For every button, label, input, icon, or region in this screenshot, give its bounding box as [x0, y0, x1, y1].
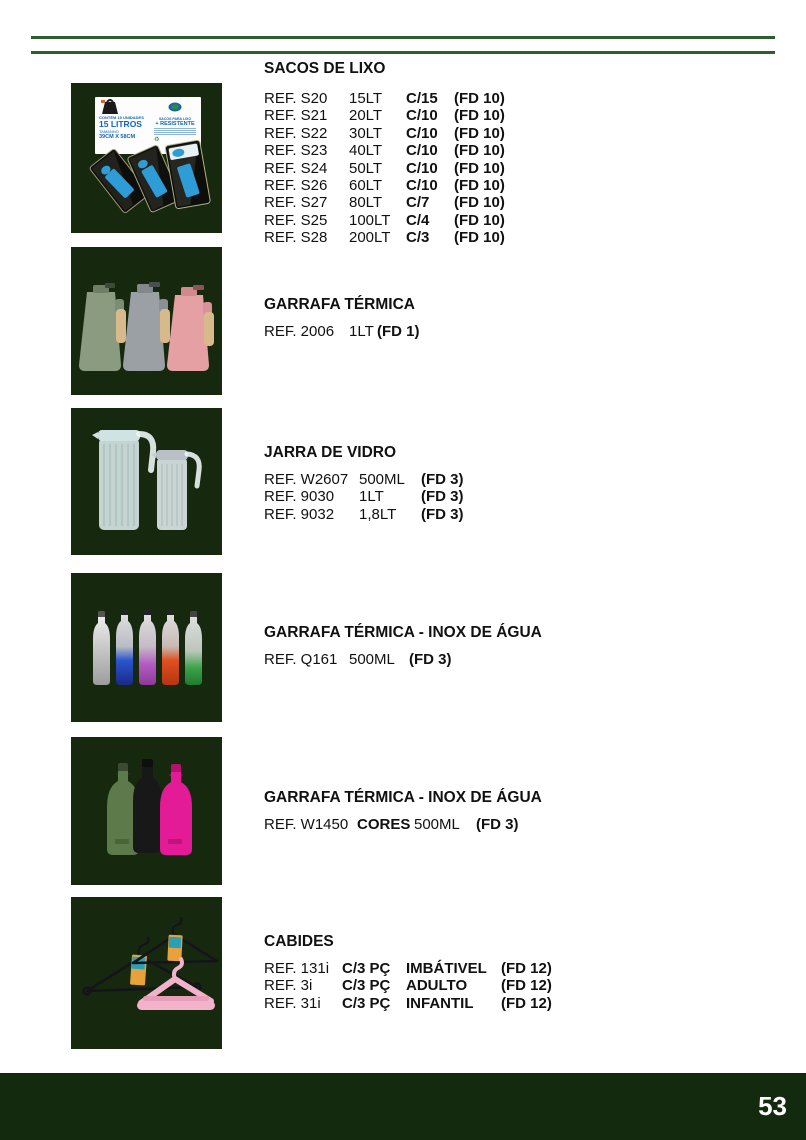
product-size: 15LT: [349, 90, 383, 107]
product-pack: C/3 PÇ: [342, 977, 391, 995]
product-fd: (FD 10): [454, 124, 505, 142]
product-ref: REF. S22: [264, 124, 328, 142]
product-type: ADULTO: [406, 977, 468, 995]
table-row: [264, 229, 684, 246]
product-fd: (FD 10): [454, 229, 505, 247]
product-ref: REF. S20: [264, 90, 328, 107]
product-photo-garrafa-inox-cores: [71, 737, 222, 885]
section-cabides: [264, 934, 684, 1012]
product-photo-cabides: [71, 897, 222, 1049]
product-size: 30LT: [349, 124, 383, 142]
product-fd: (FD 10): [454, 177, 505, 195]
section-sacos-de-lixo: [264, 61, 684, 247]
trash-label-liters: 15 LITROS: [99, 119, 142, 129]
jug-green: [79, 283, 126, 371]
table-row: [264, 977, 684, 994]
jug-pink: [167, 285, 214, 371]
product-size: 500ML: [359, 471, 405, 488]
product-size: 1LT: [349, 323, 374, 340]
product-ref: REF. 9030: [264, 488, 335, 506]
product-fd: (FD 12): [501, 994, 552, 1012]
product-fd: (FD 3): [421, 471, 464, 488]
bottle-green: [185, 611, 202, 685]
pitcher-small: [151, 450, 199, 530]
section-garrafa-inox-agua-2: [264, 790, 684, 833]
product-fd: (FD 3): [409, 651, 452, 668]
product-pack: C/4: [406, 211, 430, 229]
trash-label-dimensions: 39CM X 58CM: [99, 134, 136, 140]
table-row: [264, 212, 684, 229]
product-size: 1LT: [359, 488, 384, 506]
page-number: 53: [758, 1091, 787, 1121]
bottle-orange: [162, 609, 179, 685]
product-size: 200LT: [349, 229, 391, 247]
product-ref: REF. S23: [264, 142, 328, 160]
section-title: CABIDES: [264, 933, 334, 950]
product-size: 80LT: [349, 194, 383, 212]
product-pack: C/3 PÇ: [342, 994, 391, 1012]
product-ref: REF. S27: [264, 194, 328, 212]
section-garrafa-termica: [264, 297, 684, 340]
product-ref: REF. 2006: [264, 323, 335, 340]
product-ref: REF. S25: [264, 211, 328, 229]
trash-bag-icon: [99, 99, 121, 115]
table-row: [264, 142, 684, 159]
product-photo-garrafa-termica: [71, 247, 222, 395]
product-pack: C/10: [406, 159, 438, 177]
thermal-jugs-illustration: [71, 247, 222, 395]
product-fd: (FD 1): [377, 323, 420, 340]
product-size: 500ML: [414, 816, 460, 833]
product-fd: (FD 3): [421, 505, 464, 523]
product-size: 50LT: [349, 159, 383, 177]
steel-bottles-illustration: [71, 573, 222, 722]
product-fd: (FD 10): [454, 159, 505, 177]
table-row: [264, 90, 684, 107]
table-row: [264, 323, 684, 340]
table-row: [264, 960, 684, 977]
product-ref: REF. S24: [264, 159, 328, 177]
product-variant: CORES: [357, 816, 411, 833]
product-pack: C/15: [406, 90, 438, 107]
product-size: 20LT: [349, 107, 383, 125]
globe-icon: [168, 102, 182, 112]
table-row: [264, 177, 684, 194]
section-title: SACOS DE LIXO: [264, 60, 386, 77]
product-ref: REF. S21: [264, 107, 328, 125]
product-fd: (FD 10): [454, 107, 505, 125]
table-row: [264, 651, 684, 668]
table-row: [264, 506, 684, 523]
table-row: [264, 471, 684, 488]
product-size: 500ML: [349, 651, 395, 668]
product-pack: C/10: [406, 124, 438, 142]
hangers-illustration: [71, 897, 222, 1049]
table-row: [264, 816, 684, 833]
product-ref: REF. S26: [264, 177, 328, 195]
product-photo-garrafa-inox-gradiente: [71, 573, 222, 722]
bottle-pink: [160, 764, 192, 855]
table-row: [264, 488, 684, 505]
bottle-purple: [139, 609, 156, 685]
hanger-pink: [137, 959, 215, 1010]
section-title: JARRA DE VIDRO: [264, 444, 397, 461]
hanger-label-right-top: [169, 937, 182, 949]
section-title: GARRAFA TÉRMICA - INOX DE ÁGUA: [264, 624, 542, 641]
bottle-black: [133, 759, 162, 853]
table-row: [264, 194, 684, 211]
matte-bottles-illustration: [71, 737, 222, 885]
header-rule-top: [31, 36, 775, 39]
product-fd: (FD 12): [501, 977, 552, 995]
product-fd: (FD 10): [454, 194, 505, 212]
table-row: [264, 125, 684, 142]
product-pack: C/3 PÇ: [342, 960, 391, 977]
product-size: 40LT: [349, 142, 383, 160]
table-row: [264, 995, 684, 1012]
product-ref: REF. S28: [264, 229, 328, 247]
product-pack: C/3: [406, 229, 430, 247]
product-ref: REF. 131i: [264, 960, 330, 977]
product-ref: REF. 31i: [264, 994, 321, 1012]
trash-label-contains: CONTÉM 15 UNIDADES: [99, 115, 144, 120]
product-ref: REF. W1450: [264, 816, 349, 833]
table-row: [264, 160, 684, 177]
footer-bar: [0, 1073, 806, 1140]
trash-label-fineprint: [151, 128, 199, 135]
product-size: 1,8LT: [359, 505, 397, 523]
product-photo-sacos-de-lixo: [71, 83, 222, 233]
product-size: 60LT: [349, 177, 383, 195]
pitcher-large: [92, 430, 153, 530]
trash-label-size: TAMANHO: [99, 129, 119, 134]
product-size: 100LT: [349, 211, 391, 229]
section-title: GARRAFA TÉRMICA: [264, 296, 415, 313]
product-type: INFANTIL: [406, 994, 474, 1012]
section-garrafa-inox-agua-1: [264, 625, 684, 668]
product-photo-jarra-de-vidro: [71, 408, 222, 555]
product-fd: (FD 10): [454, 90, 505, 107]
product-fd: (FD 10): [454, 211, 505, 229]
bottle-blue: [116, 609, 133, 685]
product-pack: C/10: [406, 107, 438, 125]
product-fd: (FD 3): [476, 816, 519, 833]
jug-gray: [123, 282, 170, 371]
product-pack: C/10: [406, 177, 438, 195]
section-jarra-de-vidro: [264, 445, 684, 523]
product-fd: (FD 3): [421, 488, 464, 506]
trash-label-feature: + RESISTENTE: [155, 121, 195, 127]
trash-bag-packages: [71, 138, 222, 233]
product-ref: REF. Q161: [264, 651, 338, 668]
product-pack: C/10: [406, 142, 438, 160]
product-fd: (FD 10): [454, 142, 505, 160]
product-type: IMBÁTIVEL: [406, 960, 487, 977]
product-ref: REF. W2607: [264, 471, 349, 488]
product-ref: REF. 9032: [264, 505, 335, 523]
product-fd: (FD 12): [501, 960, 552, 977]
section-title: GARRAFA TÉRMICA - INOX DE ÁGUA: [264, 789, 542, 806]
header-rule-bottom: [31, 51, 775, 54]
bottle-silver: [93, 611, 110, 685]
glass-pitchers-illustration: [71, 408, 222, 555]
product-pack: C/7: [406, 194, 430, 212]
product-ref: REF. 3i: [264, 977, 313, 995]
recycle-icon: ♻: [154, 137, 160, 143]
table-row: [264, 107, 684, 124]
trash-label-brand: SACOS PARA LIXO: [158, 117, 192, 121]
